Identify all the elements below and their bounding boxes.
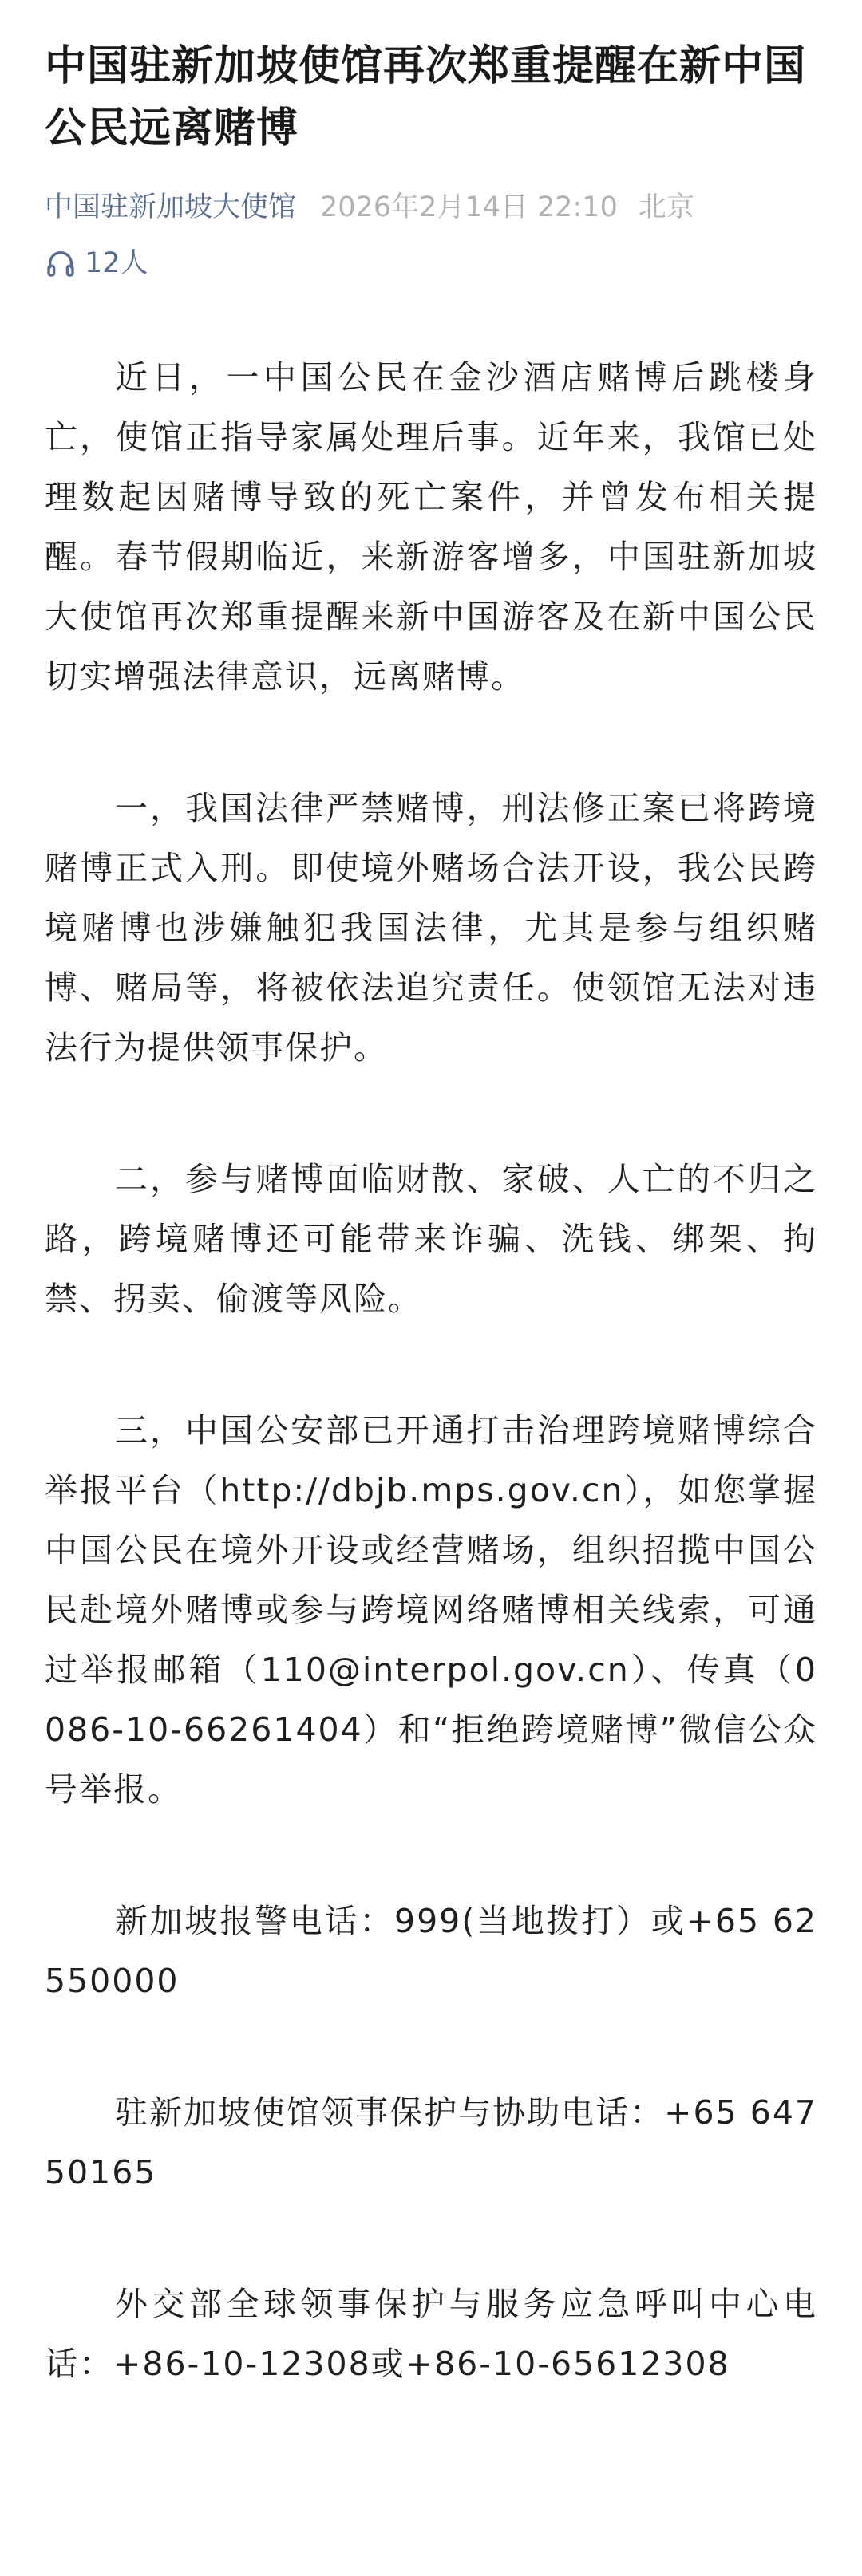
article-title: 中国驻新加坡使馆再次郑重提醒在新中国公民远离赌博 bbox=[45, 42, 807, 152]
paragraph-police-phone: 新加坡报警电话：999(当地拨打）或+65 62550000 bbox=[45, 1902, 817, 2000]
article-body bbox=[45, 348, 817, 2394]
publish-location: 北京 bbox=[638, 191, 694, 223]
paragraph-mfa-hotline: 外交部全球领事保护与服务应急呼叫中心电话：+86-10-12308或+86-10-65612308 bbox=[45, 2285, 817, 2383]
article-meta bbox=[45, 185, 817, 230]
listen-button[interactable] bbox=[45, 241, 817, 286]
listen-count: 12人 bbox=[85, 247, 148, 279]
paragraph-intro: 近日，一中国公民在金沙酒店赌博后跳楼身亡，使馆正指导家属处理后事。近年来，我馆已处理数起因赌博导致的死亡案件，并曾发布相关提醒。春节假期临近，来新游客增多，中国驻新加坡大使馆再次郑重提醒来新中国游客及在新中国公民切实增强法律意识，远离赌博。 bbox=[45, 358, 817, 696]
paragraph-embassy-phone: 驻新加坡使馆领事保护与协助电话：+65 64750165 bbox=[45, 2093, 817, 2191]
publish-date: 2026年2月14日 22:10 bbox=[320, 191, 618, 223]
paragraph-point-3: 三，中国公安部已开通打击治理跨境赌博综合举报平台（http://dbjb.mps.gov.cn），如您掌握中国公民在境外开设或经营赌场，组织招揽中国公民赴境外赌博或参与跨境网络赌博相关线索，可通过举报邮箱（110@interpol.gov.cn）、传真（0086-10-66261404）和“拒绝跨境赌博”微信公众号举报。 bbox=[45, 1411, 817, 1809]
headphones-icon bbox=[45, 247, 77, 279]
account-name-link[interactable]: 中国驻新加坡大使馆 bbox=[45, 191, 297, 223]
paragraph-point-1: 一，我国法律严禁赌博，刑法修正案已将跨境赌博正式入刑。即使境外赌场合法开设，我公民跨境赌博也涉嫌触犯我国法律，尤其是参与组织赌博、赌局等，将被依法追究责任。使领馆无法对违法行为提供领事保护。 bbox=[45, 789, 817, 1067]
paragraph-point-2: 二，参与赌博面临财散、家破、人亡的不归之路，跨境赌博还可能带来诈骗、洗钱、绑架、拘禁、拐卖、偷渡等风险。 bbox=[45, 1160, 817, 1318]
